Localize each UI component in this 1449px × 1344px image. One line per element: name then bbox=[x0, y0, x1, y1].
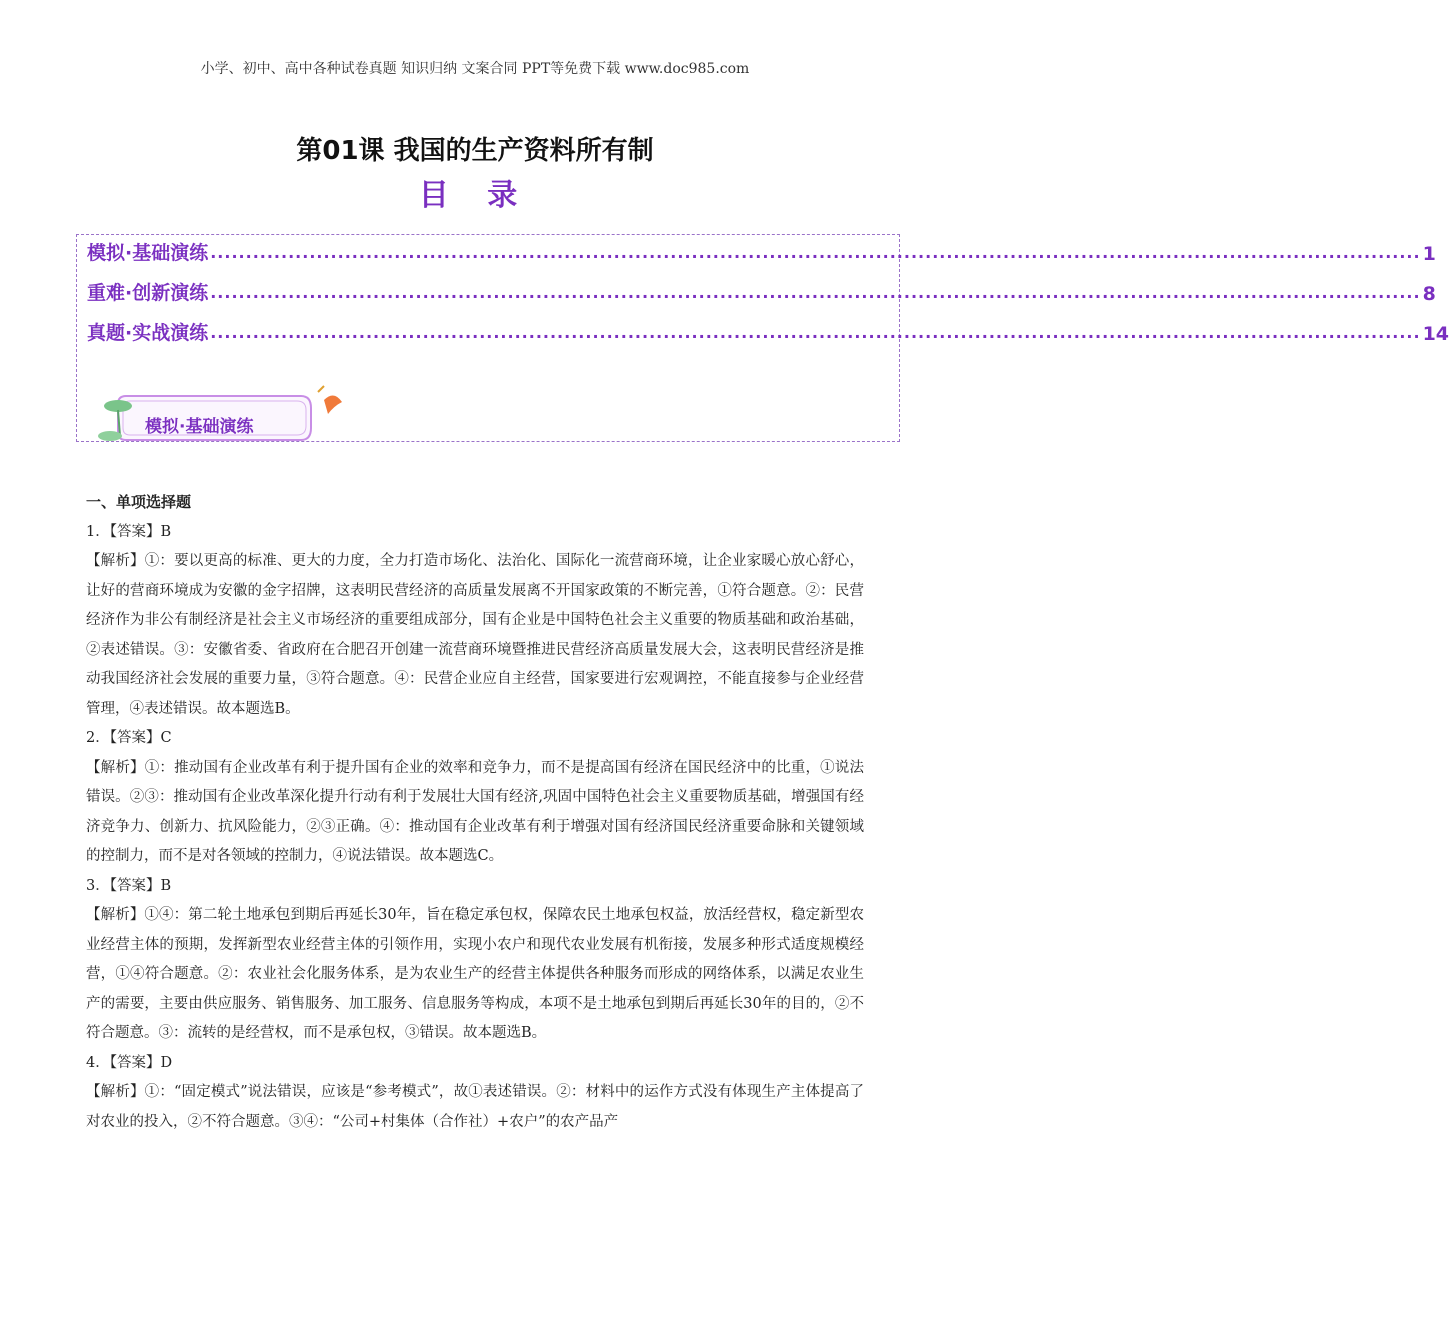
analysis-text: 【解析】①：推动国有企业改革有利于提升国有企业的效率和竞争力，而不是提高国有经济在国民经济中的比重，①说法错误。②③：推动国有企业改革深化提升行动有利于发展壮大国有经济,巩固中国特色社会主义重要物质基础，增强国有经济竞争力、创新力、抗风险能力，②③正确。④：推动国有企业改革有利于增强对国有经济国民经济重要命脉和关键领域的控制力，而不是对各领域的控制力，④说法错误。故本题选C。 bbox=[86, 759, 864, 864]
toc-entry-label: 模拟·基础演练 bbox=[87, 242, 209, 264]
toc-entry-1[interactable] bbox=[87, 235, 1436, 265]
question-1 bbox=[86, 518, 864, 725]
question-2 bbox=[86, 724, 864, 872]
answer-content bbox=[86, 488, 864, 1137]
answer-line: 3．【答案】B bbox=[86, 877, 172, 894]
section-banner-label: 模拟·基础演练 bbox=[145, 417, 254, 437]
toc-leader: ........................................................................................................................................................................... bbox=[210, 243, 1421, 262]
section-title: 一、单项选择题 bbox=[86, 493, 192, 511]
toc-leader: ........................................................................................................................................................................... bbox=[210, 283, 1421, 302]
toc-entry-3[interactable] bbox=[87, 315, 1449, 345]
toc-entry-2[interactable] bbox=[87, 275, 1436, 305]
koi-fish-icon bbox=[324, 395, 342, 414]
answer-line: 2．【答案】C bbox=[86, 730, 172, 746]
page-header: 小学、初中、高中各种试卷真题 知识归纳 文案合同 PPT等免费下载 www.doc985.com bbox=[200, 61, 750, 77]
toc-heading: 目 录 bbox=[418, 178, 532, 213]
answer-line: 1．【答案】B bbox=[86, 523, 172, 540]
analysis-text: 【解析】①④：第二轮土地承包到期后再延长30年，旨在稳定承包权，保障农民土地承包权益，放活经营权，稳定新型农业经营主体的预期，发挥新型农业经营主体的引领作用，实现小农户和现代农业发展有机衔接，发展多种形式适度规模经营，①④符合题意。②：农业社会化服务体系，是为农业生产的经营主体提供各种服务而形成的网络体系，以满足农业生产的需要，主要由供应服务、销售服务、加工服务、信息服务等构成，本项不是土地承包到期后再延长30年的目的，②不符合题意。③：流转的是经营权，而不是承包权，③错误。故本题选B。 bbox=[86, 907, 864, 1041]
answer-line: 4．【答案】D bbox=[86, 1054, 173, 1071]
analysis-text: 【解析】①：“固定模式”说法错误，应该是“参考模式”，故①表述错误。②：材料中的运作方式没有体现生产主体提高了对农业的投入，②不符合题意。③④：“公司+村集体（合作社）+农户”的农产品产 bbox=[86, 1084, 864, 1130]
question-4 bbox=[86, 1049, 864, 1138]
toc-entry-page: 14 bbox=[1422, 323, 1449, 345]
page-title: 第01课 我国的生产资料所有制 bbox=[296, 136, 654, 166]
toc-entry-page: 1 bbox=[1422, 243, 1436, 265]
toc-entry-page: 8 bbox=[1422, 283, 1436, 305]
analysis-text: 【解析】①：要以更高的标准、更大的力度，全力打造市场化、法治化、国际化一流营商环境，让企业家暖心放心舒心，让好的营商环境成为安徽的金字招牌，这表明民营经济的高质量发展离不开国家政策的不断完善，①符合题意。②：民营经济作为非公有制经济是社会主义市场经济的重要组成部分，国有企业是中国特色社会主义重要的物质基础和政治基础，②表述错误。③：安徽省委、省政府在合肥召开创建一流营商环境暨推进民营经济高质量发展大会，这表明民营经济是推动我国经济社会发展的重要力量，③符合题意。④：民营企业应自主经营，国家要进行宏观调控，不能直接参与企业经营管理，④表述错误。故本题选B。 bbox=[86, 553, 864, 717]
toc-leader: ........................................................................................................................................................................... bbox=[210, 323, 1421, 342]
toc-entry-label: 真题·实战演练 bbox=[87, 322, 209, 344]
toc-entry-label: 重难·创新演练 bbox=[87, 282, 209, 304]
question-3 bbox=[86, 872, 864, 1049]
